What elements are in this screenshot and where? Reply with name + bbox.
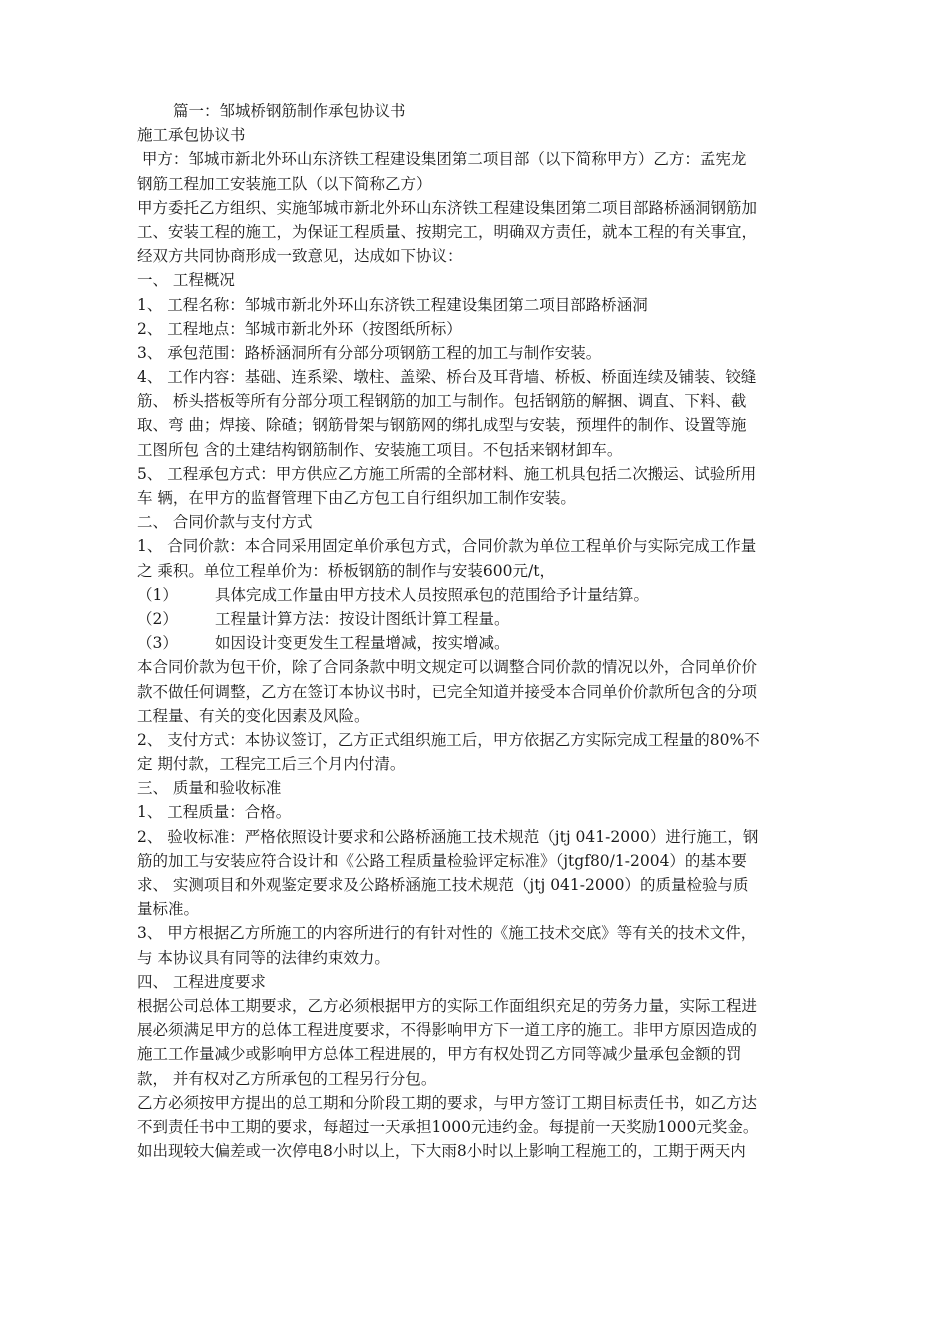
item-number: （3） — [137, 634, 178, 653]
text-line: 甲方：邹城市新北外环山东济铁工程建设集团第二项目部（以下简称甲方）乙方：孟宪龙 — [137, 150, 747, 169]
text-line: 展必须满足甲方的总体工程进度要求，不得影响甲方下一道工序的施工。非甲方原因造成的 — [137, 1021, 758, 1040]
document-body-part1 — [137, 123, 817, 583]
text-line: 2、 验收标准：严格依照设计要求和公路桥涵施工技术规范（jtj 041-2000）进行施工，钢 — [137, 827, 759, 846]
text-line: 不到责任书中工期的要求，每超过一天承担1000元违约金。每提前一天奖励1000元奖金。 — [137, 1117, 759, 1136]
numbered-item — [137, 631, 817, 655]
item-number: （1） — [137, 585, 178, 604]
numbered-items — [137, 583, 817, 656]
text-line: 一、 工程概况 — [137, 271, 235, 290]
item-text: 具体完成工作量由甲方技术人员按照承包的范围给予计量结算。 — [215, 585, 650, 604]
text-line: 3、 甲方根据乙方所施工的内容所进行的有针对性的《施工技术交底》等有关的技术文件， — [137, 924, 757, 943]
text-line: 车 辆，在甲方的监督管理下由乙方包工自行组织加工制作安装。 — [137, 489, 576, 507]
text-line: 1、 工程名称：邹城市新北外环山东济铁工程建设集团第二项目部路桥涵洞 — [137, 295, 648, 314]
text-line: 筋的加工与安装应符合设计和《公路工程质量检验评定标准》（jtgf80/1-2004）的基本要 — [137, 851, 747, 870]
text-line: 款不做任何调整，乙方在签订本协议书时，已完全知道并接受本合同单价价款所包含的分项 — [137, 682, 758, 701]
text-line: 定 期付款，工程完工后三个月内付清。 — [137, 755, 406, 774]
text-line: 量标准。 — [137, 900, 200, 919]
text-line: 款， 并有权对乙方所承包的工程另行分包。 — [137, 1069, 437, 1088]
text-line: 钢筋工程加工安装施工队（以下简称乙方） — [137, 174, 432, 193]
text-line: 5、 工程承包方式：甲方供应乙方施工所需的全部材料、施工机具包括二次搬运、试验所用 — [137, 464, 757, 483]
text-line: 1、 合同价款：本合同采用固定单价承包方式，合同价款为单位工程单价与实际完成工作量 — [137, 537, 757, 556]
text-line: 1、 工程质量：合格。 — [137, 803, 292, 822]
text-line: 经双方共同协商形成一致意见，达成如下协议： — [137, 247, 463, 266]
text-line: 施工承包协议书 — [137, 126, 246, 145]
text-line: 筋、 桥头搭板等所有分部分项工程钢筋的加工与制作。包括钢筋的解捆、调直、下料、截 — [137, 392, 747, 411]
text-line: 三、 质量和验收标准 — [137, 779, 282, 798]
text-line: 工程量、有关的变化因素及风险。 — [137, 706, 370, 725]
text-line: 本合同价款为包干价，除了合同条款中明文规定可以调整合同价款的情况以外，合同单价价 — [137, 658, 758, 677]
text-line: 之 乘积。单位工程单价为：桥板钢筋的制作与安装600元/t， — [137, 561, 555, 580]
text-line: 乙方必须按甲方提出的总工期和分阶段工期的要求，与甲方签订工期目标责任书，如乙方达 — [137, 1093, 758, 1112]
text-line: 二、 合同价款与支付方式 — [137, 513, 313, 532]
text-line: 如出现较大偏差或一次停电8小时以上，下大雨8小时以上影响工程施工的，工期于两天内 — [137, 1142, 746, 1161]
text-line: 4、 工作内容：基础、连系梁、墩柱、盖梁、桥台及耳背墙、桥板、桥面连续及铺装、铰缝 — [137, 368, 757, 387]
text-line: 四、 工程进度要求 — [137, 972, 266, 991]
item-text: 如因设计变更发生工程量增减，按实增减。 — [215, 634, 510, 653]
numbered-item — [137, 583, 817, 607]
text-line: 工、安装工程的施工，为保证工程质量、按期完工，明确双方责任，就本工程的有关事宜， — [137, 222, 758, 241]
text-line: 工图所包 含的土建结构钢筋制作、安装施工项目。不包括来钢材卸车。 — [137, 440, 623, 459]
document-page — [137, 99, 817, 1163]
text-line: 甲方委托乙方组织、实施邹城市新北外环山东济铁工程建设集团第二项目部路桥涵洞钢筋加 — [137, 198, 758, 217]
text-line: 求、 实测项目和外观鉴定要求及公路桥涵施工技术规范（jtj 041-2000）的质量检验与质 — [137, 876, 749, 894]
text-line: 2、 工程地点：邹城市新北外环（按图纸所标） — [137, 319, 462, 338]
text-line: 施工工作量减少或影响甲方总体工程进展的，甲方有权处罚乙方同等减少量承包金额的罚 — [137, 1045, 742, 1064]
text-line: 3、 承包范围：路桥涵洞所有分部分项钢筋工程的加工与制作安装。 — [137, 343, 602, 362]
text-line: 取、弯 曲；焊接、除碴；钢筋骨架与钢筋网的绑扎成型与安装，预埋件的制作、设置等施 — [137, 416, 747, 435]
item-text: 工程量计算方法：按设计图纸计算工程量。 — [215, 609, 510, 628]
document-title: 篇一：邹城桥钢筋制作承包协议书 — [173, 102, 406, 120]
numbered-item — [137, 607, 817, 631]
text-line: 根据公司总体工期要求，乙方必须根据甲方的实际工作面组织充足的劳务力量，实际工程进 — [137, 996, 758, 1015]
document-body-part2 — [137, 655, 817, 1163]
item-number: （2） — [137, 609, 178, 628]
text-line: 与 本协议具有同等的法律约束效力。 — [137, 948, 390, 967]
text-line: 2、 支付方式：本协议签订，乙方正式组织施工后，甲方依据乙方实际完成工程量的80%不 — [137, 730, 760, 749]
